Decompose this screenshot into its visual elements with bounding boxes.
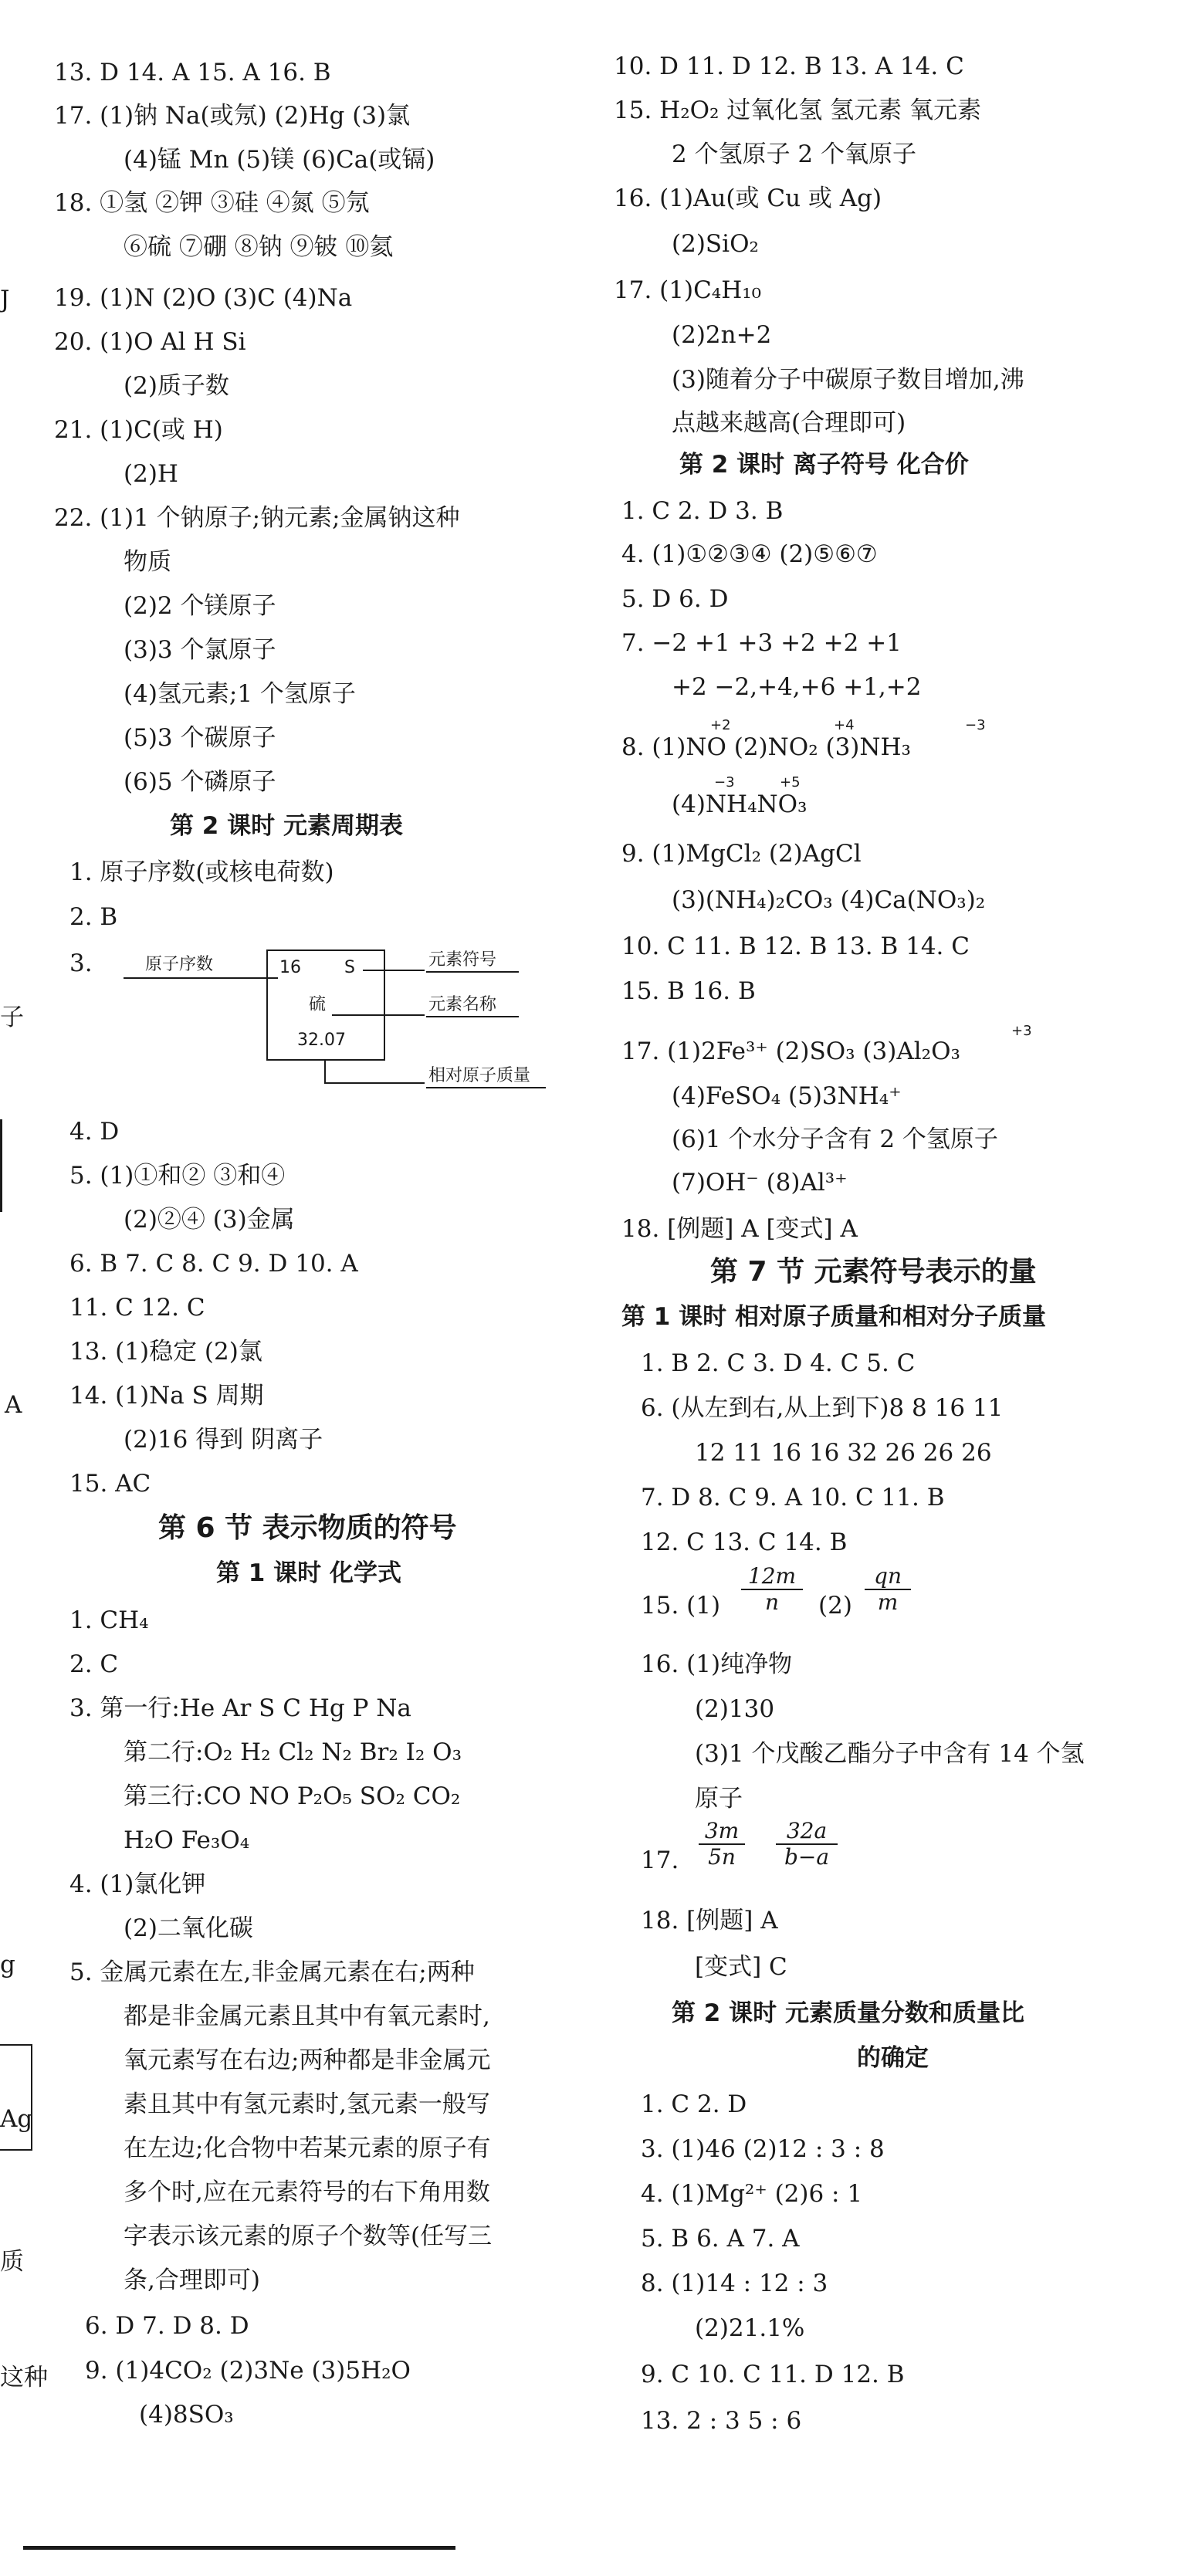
fraction-numerator: qn (874, 1563, 902, 1589)
fraction (699, 1819, 745, 1870)
answer-line: (6)1 个水分子含有 2 个氢原子 (672, 1126, 998, 1153)
answer-line: (2)H (124, 460, 178, 488)
answer-line: (3)(NH₄)₂CO₃ (4)Ca(NO₃)₂ (672, 886, 986, 914)
answer-line: 15. H₂O₂ 过氧化氢 氢元素 氧元素 (614, 96, 982, 124)
answer-line: ⑥硫 ⑦硼 ⑧钠 ⑨铍 ⑩氦 (124, 233, 394, 261)
fraction-numerator: 32a (786, 1818, 828, 1843)
answer-line: 13. D 14. A 15. A 16. B (54, 59, 331, 86)
answer-line: 19. (1)N (2)O (3)C (4)Na (54, 284, 353, 312)
edge-fragment: 质 (0, 2248, 24, 2276)
answer-line: 2. C (69, 1650, 119, 1678)
element-name-value: 硫 (309, 995, 327, 1014)
answer-line: (5)3 个碳原子 (124, 724, 276, 752)
answer-line: 16. (1)Au(或 Cu 或 Ag) (614, 184, 882, 212)
answer-line: 5. 金属元素在左,非金属元素在右;两种 (69, 1958, 475, 1986)
answer-line: (7)OH⁻ (8)Al³⁺ (672, 1169, 848, 1197)
valence-mark: +5 (780, 774, 801, 790)
answer-line: (2) (818, 1592, 852, 1620)
answer-line: 原子 (695, 1785, 743, 1813)
answer-line: 20. (1)O Al H Si (54, 328, 246, 356)
answer-line: 21. (1)C(或 H) (54, 416, 223, 444)
answer-line: (4)锰 Mn (5)镁 (6)Ca(或镉) (124, 146, 435, 174)
answer-line: 18. [例题] A (641, 1907, 778, 1935)
answer-line: 字表示该元素的原子个数等(任写三 (124, 2222, 493, 2250)
answer-line: (4)氢元素;1 个氢原子 (124, 680, 356, 708)
fraction (741, 1564, 803, 1615)
answer-line: 在左边;化合物中若某元素的原子有 (124, 2134, 491, 2162)
edge-fragment: g (0, 1951, 15, 1979)
answer-line: 15. AC (69, 1470, 151, 1498)
answer-line: 5. B 6. A 7. A (641, 2225, 800, 2253)
mass-label-underline (426, 1087, 546, 1088)
answer-line: 8. (1)NO (2)NO₂ (3)NH₃ (621, 733, 911, 761)
answer-line: 1. CH₄ (69, 1606, 149, 1634)
answer-line: 15. (1) (641, 1592, 721, 1620)
answer-line: (2)21.1% (695, 2314, 805, 2342)
name-label-underline (426, 1016, 519, 1017)
answer-line: +2 −2,+4,+6 +1,+2 (672, 673, 922, 701)
answer-line: 15. B 16. B (621, 977, 756, 1005)
answer-line: 点越来越高(合理即可) (672, 409, 906, 437)
answer-line: (2)16 得到 阴离子 (124, 1426, 323, 1454)
lesson-heading: 的确定 (857, 2044, 929, 2072)
answer-line: (2)②④ (3)金属 (124, 1206, 295, 1234)
answer-line: 17. (1)钠 Na(或氖) (2)Hg (3)氯 (54, 102, 411, 130)
fraction-denominator: b−a (776, 1843, 838, 1870)
answer-line: 4. (1)氯化钾 (69, 1870, 206, 1898)
atomic-mass-value: 32.07 (297, 1031, 346, 1050)
answer-line: 6. (从左到右,从上到下)8 8 16 11 (641, 1394, 1004, 1422)
section-heading: 第 6 节 表示物质的符号 (158, 1512, 457, 1544)
name-leader (332, 1014, 425, 1016)
fraction-numerator: 3m (704, 1818, 740, 1843)
valence-mark: −3 (965, 717, 986, 733)
answer-line: 16. (1)纯净物 (641, 1650, 793, 1678)
element-symbol-value: S (344, 958, 355, 977)
answer-line: 2. B (69, 903, 118, 931)
lesson-heading: 第 2 课时 元素质量分数和质量比 (672, 1999, 1024, 2027)
answer-line: 2 个氢原子 2 个氧原子 (672, 140, 917, 168)
edge-rule (31, 2044, 32, 2151)
lesson-heading: 第 1 课时 化学式 (216, 1559, 401, 1587)
answer-line: 17. (1)C₄H₁₀ (614, 276, 762, 304)
atomic-number-value: 16 (279, 958, 301, 977)
fraction-numerator: 12m (747, 1563, 797, 1589)
answer-line: H₂O Fe₃O₄ (124, 1826, 250, 1854)
answer-line: 1. C 2. D (641, 2090, 747, 2118)
atomic-number-leader (124, 977, 278, 979)
answer-line: (2)2n+2 (672, 321, 772, 349)
symbol-label-underline (426, 971, 519, 973)
valence-mark: −3 (714, 774, 735, 790)
answer-line: 3. (1)46 (2)12 : 3 : 8 (641, 2135, 885, 2163)
fraction-denominator: n (741, 1589, 803, 1615)
answer-line: (2)二氧化碳 (124, 1914, 253, 1942)
edge-fragment: J (0, 286, 10, 313)
answer-line: 3. 第一行:He Ar S C Hg P Na (69, 1694, 411, 1722)
answer-line: 10. D 11. D 12. B 13. A 14. C (614, 52, 964, 80)
lesson-heading: 第 1 课时 相对原子质量和相对分子质量 (621, 1303, 1046, 1331)
valence-mark: +4 (834, 717, 855, 733)
answer-line: (4)FeSO₄ (5)3NH₄⁺ (672, 1082, 902, 1110)
mass-label: 相对原子质量 (428, 1066, 531, 1085)
edge-rule (0, 2044, 31, 2046)
fraction-denominator: 5n (699, 1843, 745, 1870)
section-heading: 第 7 节 元素符号表示的量 (710, 1256, 1037, 1288)
name-label: 元素名称 (428, 995, 497, 1014)
answer-line: 3. (69, 949, 93, 977)
answer-line: (3)3 个氯原子 (124, 636, 276, 664)
edge-fragment: 子 (0, 1004, 24, 1031)
answer-line: 8. (1)14 : 12 : 3 (641, 2270, 828, 2297)
lesson-heading: 第 2 课时 离子符号 化合价 (679, 451, 969, 479)
answer-line: 9. (1)MgCl₂ (2)AgCl (621, 840, 862, 868)
answer-line: 物质 (124, 548, 171, 576)
answer-line: 18. ①氢 ②钾 ③硅 ④氮 ⑤氖 (54, 189, 370, 217)
fraction (865, 1564, 911, 1615)
answer-line: (3)1 个戊酸乙酯分子中含有 14 个氢 (695, 1740, 1085, 1768)
answer-line: 6. D 7. D 8. D (85, 2312, 249, 2340)
answer-line: 1. C 2. D 3. B (621, 497, 784, 525)
answer-line: 6. B 7. C 8. C 9. D 10. A (69, 1250, 358, 1278)
answer-line: 13. (1)稳定 (2)氯 (69, 1338, 262, 1366)
fraction-denominator: m (865, 1589, 911, 1615)
answer-line: 11. C 12. C (69, 1294, 205, 1322)
answer-line: 4. D (69, 1118, 120, 1146)
answer-line: 9. C 10. C 11. D 12. B (641, 2361, 905, 2388)
answer-line: 9. (1)4CO₂ (2)3Ne (3)5H₂O (85, 2357, 411, 2385)
answer-line: 12 11 16 16 32 26 26 26 (695, 1439, 992, 1467)
answer-line: (2)SiO₂ (672, 230, 759, 258)
answer-line: 17. (1)2Fe³⁺ (2)SO₃ (3)Al₂O₃ (621, 1038, 960, 1065)
mass-leader-vertical (324, 1059, 326, 1084)
answer-line: 条,合理即可) (124, 2266, 260, 2294)
answer-line: (3)随着分子中碳原子数目增加,沸 (672, 366, 1024, 394)
footer-rule (23, 2546, 455, 2550)
answer-line: 第三行:CO NO P₂O₅ SO₂ CO₂ (124, 1782, 461, 1810)
answer-line: (4)8SO₃ (139, 2401, 234, 2429)
edge-fragment: Ag (0, 2105, 33, 2133)
atomic-number-label: 原子序数 (145, 955, 214, 974)
symbol-label: 元素符号 (428, 950, 497, 970)
answer-line: 1. B 2. C 3. D 4. C 5. C (641, 1349, 916, 1377)
answer-line: 多个时,应在元素符号的右下角用数 (124, 2178, 490, 2206)
answer-line: (2)130 (695, 1695, 775, 1723)
edge-rule (0, 2149, 31, 2151)
answer-line: 12. C 13. C 14. B (641, 1528, 848, 1556)
answer-line: 第二行:O₂ H₂ Cl₂ N₂ Br₂ I₂ O₃ (124, 1738, 462, 1766)
symbol-leader (363, 970, 425, 971)
valence-mark: +2 (710, 717, 731, 733)
lesson-heading: 第 2 课时 元素周期表 (170, 812, 403, 840)
answer-line: 17. (641, 1847, 679, 1874)
valence-mark: +3 (1011, 1023, 1032, 1039)
answer-line: 14. (1)Na S 周期 (69, 1382, 264, 1410)
edge-fragment: 这种 (0, 2364, 48, 2392)
answer-line: 22. (1)1 个钠原子;钠元素;金属钠这种 (54, 504, 460, 532)
answer-line: 5. D 6. D (621, 585, 729, 613)
answer-line: 氧元素写在右边;两种都是非金属元 (124, 2046, 491, 2074)
answer-line: (4)NH₄NO₃ (672, 790, 807, 818)
answer-line: (6)5 个磷原子 (124, 768, 276, 796)
answer-line: 4. (1)Mg²⁺ (2)6 : 1 (641, 2180, 863, 2208)
answer-line: 都是非金属元素且其中有氧元素时, (124, 2002, 490, 2030)
answer-line: 1. 原子序数(或核电荷数) (69, 858, 334, 886)
answer-line: (2)2 个镁原子 (124, 592, 276, 620)
answer-line: 5. (1)①和② ③和④ (69, 1162, 286, 1190)
answer-line: 4. (1)①②③④ (2)⑤⑥⑦ (621, 540, 878, 568)
answer-line: 7. D 8. C 9. A 10. C 11. B (641, 1484, 945, 1511)
edge-rule (0, 1119, 2, 1212)
answer-line: [变式] C (695, 1953, 787, 1981)
fraction (776, 1819, 838, 1870)
edge-fragment: A (5, 1391, 22, 1419)
answer-line: 10. C 11. B 12. B 13. B 14. C (621, 933, 970, 960)
answer-line: 素且其中有氢元素时,氢元素一般写 (124, 2090, 490, 2118)
answer-line: 18. [例题] A [变式] A (621, 1215, 858, 1243)
answer-line: 7. −2 +1 +3 +2 +2 +1 (621, 629, 902, 657)
answer-line: 13. 2 : 3 5 : 6 (641, 2407, 802, 2435)
mass-leader (324, 1082, 425, 1084)
answer-line: (2)质子数 (124, 372, 229, 400)
